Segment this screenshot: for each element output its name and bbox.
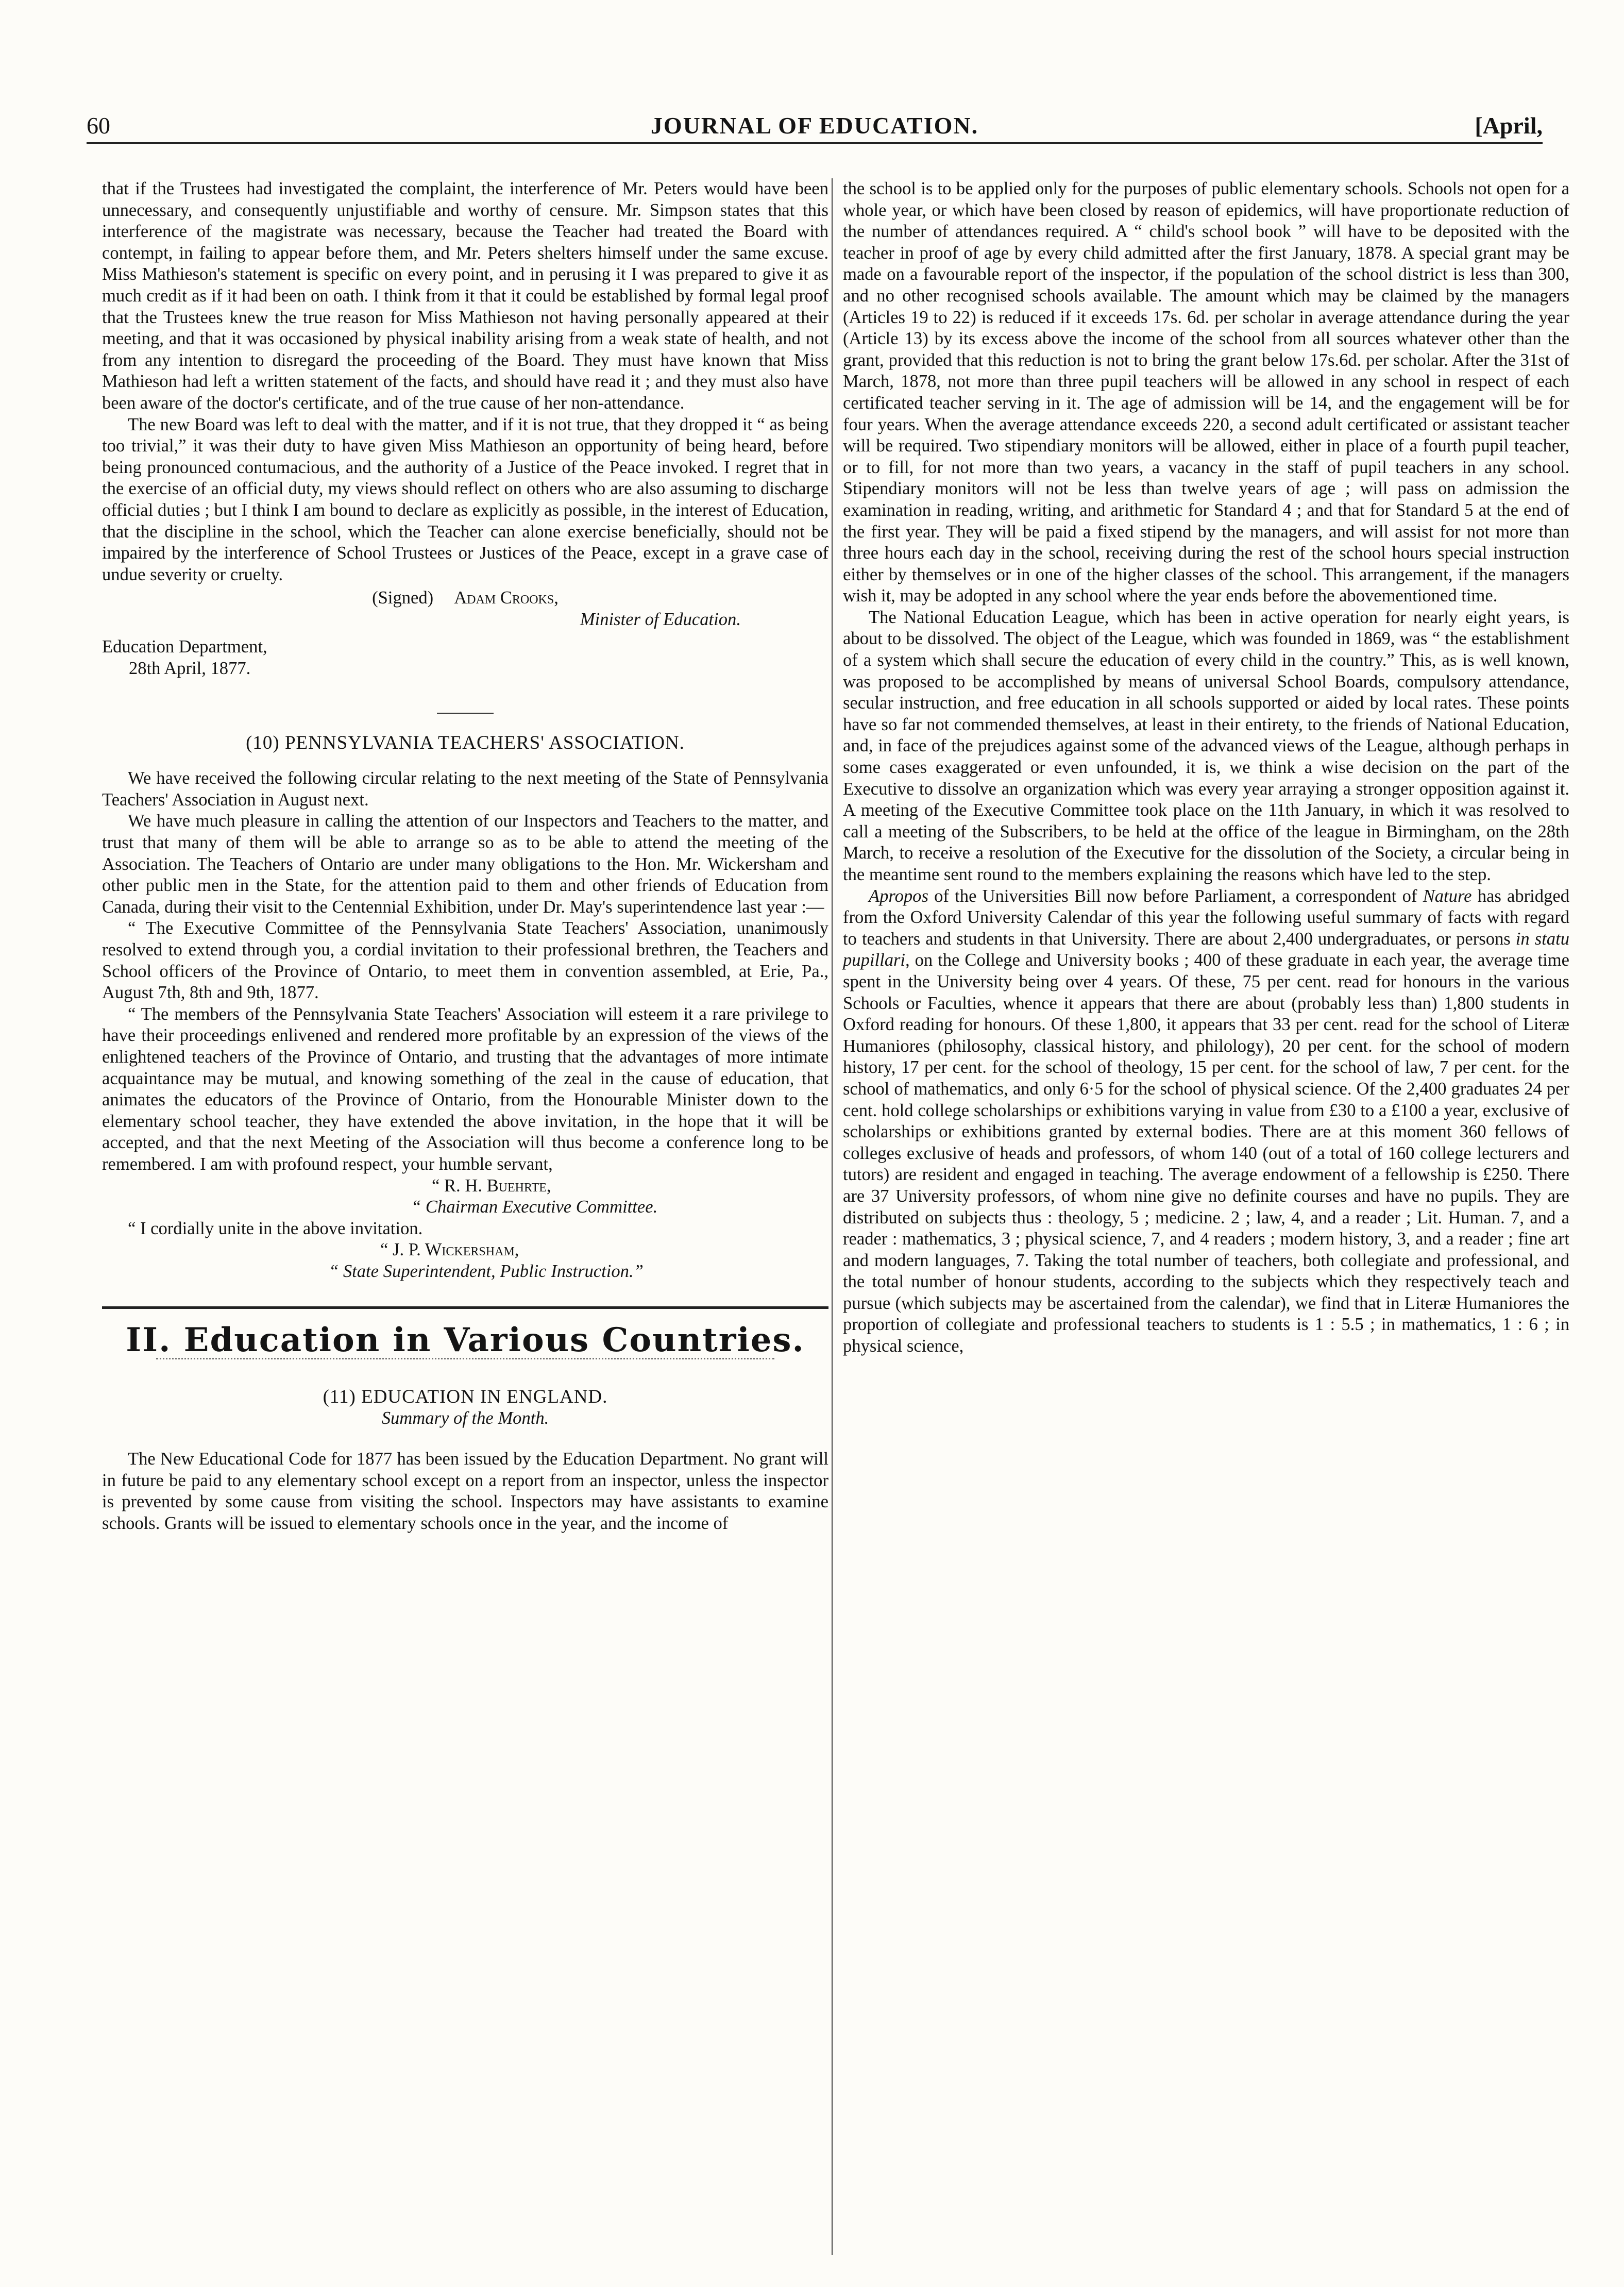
text-run: has abridged from the Oxford University Calendar of this year the following useful summary of facts with regard to teachers and students in that University. There are about 2,400 undergraduates, or persons (843, 886, 1569, 949)
running-month: [April, (1475, 112, 1543, 139)
part-rule (102, 1306, 828, 1309)
part-heading: II. Education in Various Countries. (126, 1320, 805, 1359)
italic-term: in statu pupillari, (843, 929, 1569, 970)
right-paragraph: the school is to be applied only for the purposes of public elementary schools. Schools not open for a whole year, or which have been closed by reason of epidemics, will have proportionate reduction of the number of attendances required. A “ child's school book ” will have to be deposited with the teacher in proof of age by every child admitted after the first January, 1878. A special grant may be made on a favourable report of the inspector, if the population of the school district is less than 300, and no other recognised schools available. The amount which may be claimed by the managers (Articles 19 to 22) is reduced if it exceeds 17s. 6d. per scholar in average attendance during the year (Article 13) by its excess above the income of the school from all sources whatever other than the grant, provided that this reduction is not to bring the grant below 17s.6d. per scholar. After the 31st of March, 1878, not more than three pupil teachers will be allowed in any school in respect of each certificated teacher serving in it. The age of admission will be 14, and the engagement will be for four years. When the average attendance exceeds 220, a second adult certificated or assistant teacher will be required. Two stipendiary monitors will be allowed, either in place of a fourth pupil teacher, or to fill, for not more than two years, a vacancy in the staff of pupil teachers in any school. Stipendiary monitors will not be less than twelve years of age ; will pass on admission the examination in reading, writing, and arithmetic for Standard 4 ; and that for Standard 5 at the end of the first year. They will be paid a fixed stipend by the managers, and will assist for not more than three hours each day in the school, receiving during the rest of the school hours special instruction either by themselves or in one of the higher classes of the school. This arrangement, if the managers wish it, may be adopted in any school where the year ends before the abovementioned time. (843, 179, 1569, 606)
right-paragraph: The National Education League, which has been in active operation for nearly eight years, is about to be dissolved. The object of the League, which was founded in 1869, was “ the establishment of a system which shall secure the education of every child in the country.” This, as is well known, was proposed to be accomplished by means of universal School Boards, compulsory attendance, secular instruction, and free education in all schools supported or aided by local rates. These points have so far not commended themselves, at least in their entirety, to the friends of National Education, and, in face of the prejudices against some of the advanced views of the League, although perhaps in some cases exaggerated or even unfounded, it is, we think a wise decision on the part of the Executive to dissolve an organization which was every year arraying a stronger opposition against it. A meeting of the Executive Committee took place on the 11th January, in which it was resolved to call a meeting of the Subscribers, to be held at the office of the league in Birmingham, on the 28th March, to receive a resolution of the Executive for the dissolution of the Society, a circular being in the meantime sent round to the members explaining the reasons which have led to the step. (843, 607, 1569, 884)
department-date: 28th April, 1877. (129, 659, 251, 679)
left-paragraph: “ The members of the Pennsylvania State Teachers' Association will esteem it a rare privilege to have their proceedings enlivened and rendered more profitable by an expression of the views of the enlightened teachers of the Province of Ontario, and trusting that the advantages of more intimate acquaintance may be mutual, and knowing something of the zeal in the cause of education, that animates the educators of the Province of Ontario, from the Honourable Minister down to the elementary school teacher, they have extended the above invitation, in the hope that it will be accepted, and that the next Meeting of the Association will thus become a conference long to be remembered. I am with profound respect, your humble servant, (102, 1004, 828, 1174)
running-title: JOURNAL OF EDUCATION. (650, 112, 979, 139)
page-number: 60 (87, 112, 110, 139)
left-paragraph: The New Educational Code for 1877 has been issued by the Education Department. No grant will in future be paid to any elementary school except on a report from an inspector, unless the inspector is prevented by some cause from visiting the school. Inspectors may have assistants to examine schools. Grants will be issued to elementary schools once in the year, and the income of (102, 1449, 828, 1534)
italic-term: Apropos (869, 886, 928, 906)
left-paragraph: We have much pleasure in calling the attention of our Inspectors and Teachers to the matter, and trust that many of them will be able to arrange so as to be able to attend the meeting of the Association. The Teachers of Ontario are under many obligations to the Hon. Mr. Wickersham and other public men in the State, for the attention paid to them and other friends of Education from Canada, during their visit to the Centennial Exhibition, under Dr. May's superintendence last year :— (102, 811, 828, 917)
right-paragraph (843, 886, 1569, 1357)
text-run: of the Universities Bill now before Parliament, a correspondent of (928, 886, 1423, 906)
column-divider (832, 178, 833, 2255)
department-line: Education Department, (102, 637, 267, 657)
section-heading: (11) EDUCATION IN ENGLAND. (323, 1386, 608, 1408)
section-subheading: Summary of the Month. (381, 1408, 549, 1428)
right-column (843, 178, 1569, 1357)
signatory-name: “ R. H. Buehrte, (432, 1175, 551, 1196)
signed-label: (Signed) (372, 588, 434, 608)
section-separator (437, 713, 494, 714)
left-paragraph: We have received the following circular relating to the next meeting of the State of Pennsylvania Teachers' Association in August next. (102, 768, 828, 810)
left-paragraph: “ I cordially unite in the above invitation. (128, 1218, 423, 1238)
signed-title: Minister of Education. (580, 609, 741, 629)
signatory-name: “ J. P. Wickersham, (380, 1240, 519, 1260)
italic-term: Nature (1423, 886, 1472, 906)
left-paragraph: “ The Executive Committee of the Pennsylvania State Teachers' Association, unanimously resolved to extend through you, a cordial invitation to their professional brethren, the Teachers and School officers of the Province of Ontario, to meet them in convention assembled, at Erie, Pa., August 7th, 8th and 9th, 1877. (102, 918, 828, 1003)
page-header (87, 111, 1543, 144)
section-heading: (10) PENNSYLVANIA TEACHERS' ASSOCIATION. (246, 732, 685, 753)
left-paragraph: The new Board was left to deal with the matter, and if it is not true, that they dropped it “ as being too trivial,” it was their duty to have given Miss Mathieson an opportunity of being heard, before being pronounced contumacious, and the authority of a Justice of the Peace invoked. I regret that in the exercise of an official duty, my views should reflect on others who are also assuming to discharge official duties ; but I think I am bound to declare as explicitly as possible, in the interest of Education, that the discipline in the school, which the Teacher can alone exercise beneficially, should not be impaired by the interference of School Trustees or Justices of the Peace, except in a grave case of undue severity or cruelty. (102, 414, 828, 584)
signed-name: Adam Crooks, (454, 588, 559, 608)
signatory-role: “ Chairman Executive Committee. (411, 1197, 658, 1217)
text-run: on the College and University books ; 400 of these graduate in each year, the average time spent in the University being over 4 years. Of these, 75 per cent. read for honours in the various Schools or Faculties, whence it appears that there are about (probably less than) 1,800 students in Oxford reading for honours. Of these 1,800, it appears that 33 per cent. read for the school of Literæ Humaniores (philosophy, classical history, and philology), 20 per cent. for the school of modern history, 17 per cent. for the school of theology, 15 per cent. for the school of law, 7 per cent. for the school of mathematics, and only 6·5 for the school of physical science. Of the 2,400 graduates 24 per cent. hold college scholarships or exhibitions varying in value from £30 to a £100 a year, exclusive of scholarships or exhibitions granted by external bodies. There are at this moment 360 fellows of colleges exclusive of heads and professors, of whom 140 (out of a total of 160 college lecturers and tutors) are resident and engaged in teaching. The average endowment of a fellowship is £250. There are 37 University professors, of whom nine give no definite courses and have no pupils. They are distributed on subjects thus : theology, 5 ; medicine. 2 ; law, 4, and a reader ; Lit. Human. 7, and a reader : mathematics, 3 ; physical science, 7, and 4 readers ; modern history, 3, and a reader ; fine art and modern languages, 7. Taking the total number of teachers, both collegiate and professional, and the total number of honour students, according to the subjects which they respectively teach and pursue (which subjects may be ascertained from the calendar), we find that in Literæ Humaniores the proportion of collegiate and professional teachers to students is 1 : 5.5 ; in mathematics, 1 : 6 ; in physical science, (843, 950, 1569, 1356)
signatory-role: “ State Superintendent, Public Instruction.” (329, 1261, 644, 1281)
department-dateline (102, 636, 828, 679)
left-paragraph: that if the Trustees had investigated the complaint, the interference of Mr. Peters would have been unnecessary, and consequently unjustifiable and worthy of censure. Mr. Simpson states that this interference of the magistrate was necessary, because the Teacher had treated the Board with contempt, in failing to appear before them, and Mr. Peters shelters himself under the same excuse. Miss Mathieson's statement is specific on every point, and in perusing it I was prepared to give it as much credit as if it had been on oath. I think from it that it could be established by formal legal proof that the Trustees knew the true reason for Miss Mathieson not having personally appeared at their meeting, and that it was occasioned by physical inability arising from a weak state of health, and not from any intention to disregard the proceeding of the Board. They must have known that Miss Mathieson had left a written statement of the facts, and should have read it ; and they must also have been aware of the doctor's certificate, and of the true cause of her non-attendance. (102, 179, 828, 413)
signature-block (102, 587, 828, 609)
left-column (102, 178, 828, 1535)
